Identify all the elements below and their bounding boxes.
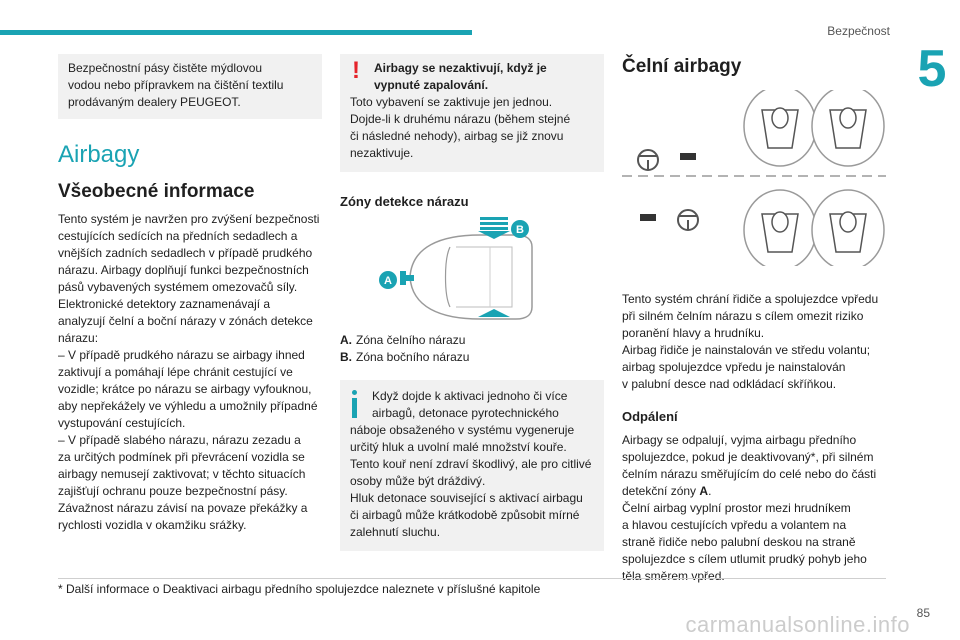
front-seat-top-right: [812, 90, 884, 166]
header-accent-bar: [0, 30, 472, 35]
legend-item-a: A. Zóna čelního nárazu: [340, 333, 466, 347]
cleaning-note: [58, 54, 322, 119]
zones-heading: Zóny detekce nárazu: [340, 194, 469, 209]
front-airbags-text: Tento systém chrání řidiče a spolujezdce vpředu při silném čelním nárazu s cílem omezit riziko poranění hlavy a hrudníku. Airbag řidiče je nainstalován ve středu volantu; airbag spolujezdce vpředu je nainstalován v palubní desce nad odkládací skříňkou.: [622, 292, 879, 391]
info-text-intro: Když dojde k aktivaci jednoho či více airbagů, detonace pyrotechnického: [372, 389, 568, 420]
info-text: náboje obsaženého v systému vygeneruje určitý hluk a uvolní malé množství kouře. Tento kouř není zdraví škodlivý, ale pro citlivé osoby může být dráždivý. Hluk detonace související s aktivací airbagu či airbagů může krátkodobě způsobit mírné zalehnutí sluchu.: [350, 423, 592, 539]
general-info-heading: Všeobecné informace: [58, 181, 255, 202]
info-icon: [352, 390, 357, 418]
deployment-heading: Odpálení: [622, 409, 678, 424]
column-right: [622, 54, 886, 585]
front-airbags-diagram: [622, 90, 886, 266]
zone-a-ref: A: [699, 484, 709, 498]
warning-box: [340, 54, 604, 172]
chapter-number: 5: [904, 40, 960, 98]
column-left: [58, 54, 322, 534]
legend-item-b: B. Zóna bočního nárazu: [340, 350, 470, 364]
section-title: Bezpečnost: [827, 24, 890, 38]
airbag-module-bottom: [640, 214, 656, 221]
zone-b-label-top: B: [516, 224, 524, 236]
info-box: [340, 380, 604, 551]
column-middle: [340, 54, 604, 551]
zones-legend: [340, 332, 604, 366]
steering-wheel-icon-bottom: [678, 210, 698, 230]
general-info-text: Tento systém je navržen pro zvýšení bezpečnosti cestujících sedících na předních sedadlech a vnějších zadních sedadlech v případě prudkého nárazu. Airbagy doplňují funkci bezpečnostních pásů vybavených systémem omezovačů síly. Elektronické detektory zaznamenávají a analyzují čelní a boční nárazy v zónách detekce nárazu: – V případě prudkého nárazu se airbagy ihned zaktivují a pomáhají lépe chránit cestující ve vozidle; krátce po nárazu se airbagy vyfouknou, aby nepřekážely ve výhledu a umožnily případné vystupování cestujících. – V případě slabého nárazu, nárazu zezadu a za určitých podmínek při převrácení vozidla se airbagy nemusejí zaktivovat; v těchto situacích zajišťují ochranu pouze bezpečnostní pásy. Závažnost nárazu závisí na povaze překážky a rychlosti vozidla v okamžiku srážky.: [58, 212, 320, 532]
front-seat-top-left: [744, 90, 816, 166]
watermark: carmanualsonline.info: [685, 612, 910, 637]
airbag-module-top: [680, 153, 696, 160]
warning-text: Toto vybavení se zaktivuje jen jednou. Dojde-li k druhému nárazu (během stejné či následné nehody), airbag se již znovu nezaktivuje.: [350, 95, 571, 160]
warning-icon: !: [352, 57, 360, 84]
footnote-divider: [58, 578, 886, 579]
front-seat-bottom-right: [812, 190, 884, 266]
zone-a-label: A: [384, 275, 392, 287]
car-top-view-icon: [410, 235, 532, 319]
steering-wheel-icon: [630, 146, 708, 170]
cleaning-note-text: Bezpečnostní pásy čistěte mýdlovou vodou nebo přípravkem na čištění textilu prodávaným dealery PEUGEOT.: [68, 61, 284, 109]
warning-title: Airbagy se nezaktivují, když je vypnuté zapalování.: [374, 61, 547, 92]
deployment-text: Airbagy se odpalují, vyjma airbagu předního spolujezdce, pokud je deaktivovaný*, při silném čelním nárazu směřujícím do celé nebo do části detekční zóny A. Čelní airbag vyplní prostor mezi hrudníkem a hlavou cestujících vpředu a volantem na straně řidiče nebo palubní deskou na straně spolujezdce s cílem utlumit prudký pohyb jeho těla směrem vpřed.: [622, 433, 877, 583]
page-number: 85: [916, 606, 930, 620]
front-seat-bottom-left: [744, 190, 816, 266]
front-airbags-heading: Čelní airbagy: [622, 56, 742, 77]
footnote: * Další informace o Deaktivaci airbagu předního spolujezdce naleznete v příslušné kapitole: [58, 582, 541, 596]
crash-zones-diagram: [340, 217, 604, 321]
airbags-heading: Airbagy: [58, 141, 140, 168]
